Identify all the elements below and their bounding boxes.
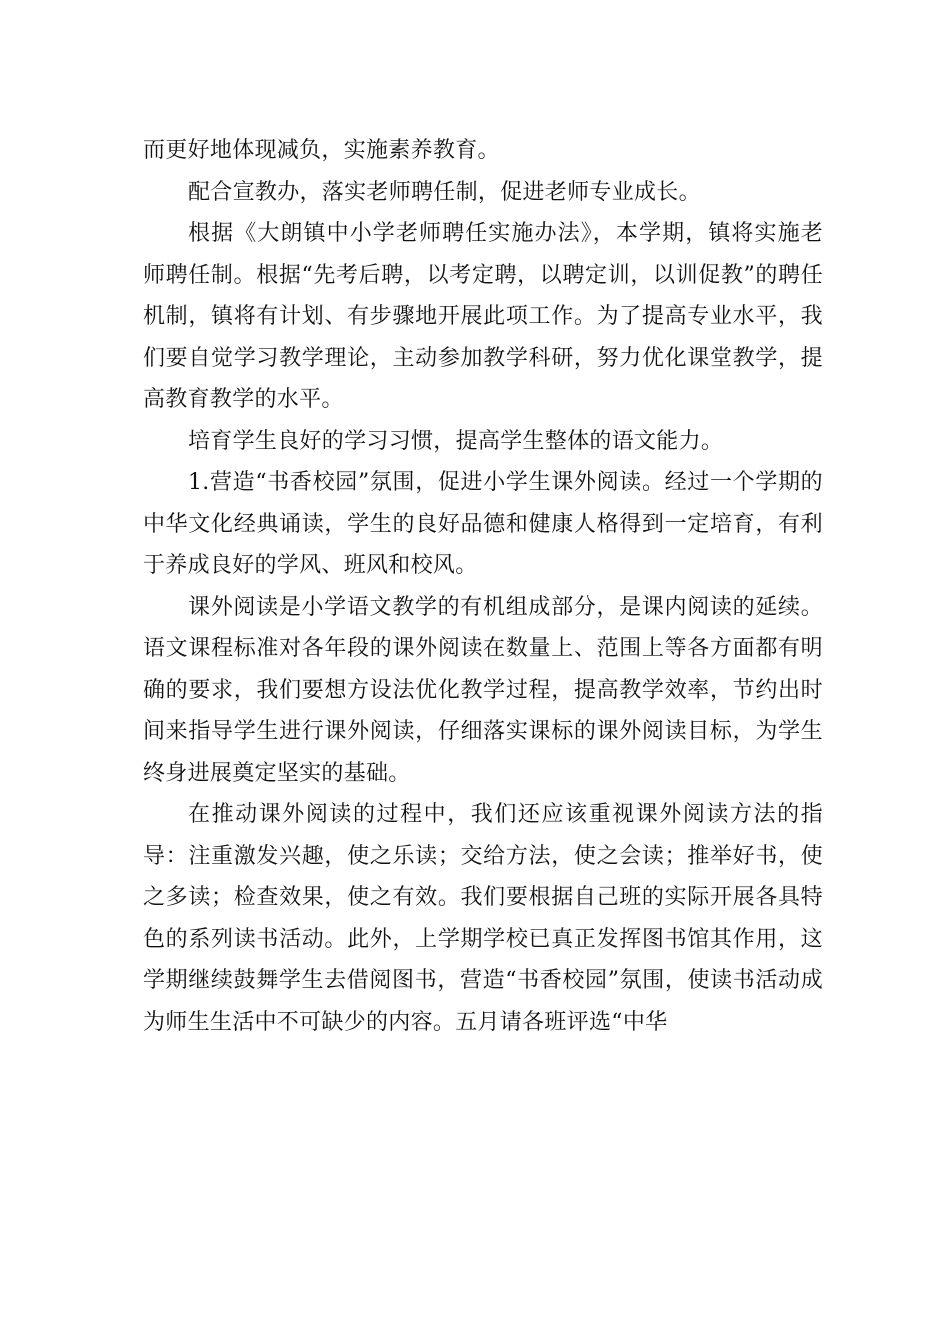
paragraph-7: 在推动课外阅读的过程中，我们还应该重视课外阅读方法的指导：注重激发兴趣，使之乐读；交给方法，使之会读；推举好书，使之多读；检查效果，使之有效。我们要根据自己班的实际开展各具特色的系列读书活动。此外，上学期学校已真正发挥图书馆其作用，这学期继续鼓舞学生去借阅图书，营造“书香校园”氛围，使读书活动成为师生生活中不可缺少的内容。五月请各班评选“中华 (143, 802, 823, 1035)
paragraph-6: 课外阅读是小学语文教学的有机组成部分，是课内阅读的延续。语文课程标准对各年段的课外阅读在数量上、范围上等各方面都有明确的要求，我们要想方设法优化教学过程，提高教学效率，节约出时间来指导学生进行课外阅读，仔细落实课标的课外阅读目标，为学生终身进展奠定坚实的基础。 (143, 594, 823, 786)
paragraph-2: 配合宣教办，落实老师聘任制，促进老师专业成长。 (188, 179, 701, 205)
paragraph-1: 而更好地体现减负，实施素养教育。 (143, 138, 500, 163)
paragraph-5: 1.营造“书香校园”氛围，促进小学生课外阅读。经过一个学期的中华文化经典诵读，学生的良好品德和健康人格得到一定培育，有利于养成良好的学风、班风和校风。 (143, 470, 823, 578)
paragraph-3: 根据《大朗镇中小学老师聘任实施办法》，本学期，镇将实施老师聘任制。根据“先考后聘，以考定聘，以聘定训，以训促教”的聘任机制，镇将有计划、有步骤地开展此项工作。为了提高专业水平，我们要自觉学习教学理论，主动参加教学科研，努力优化课堂教学，提高教育教学的水平。 (143, 221, 823, 412)
document-body (143, 130, 823, 1043)
paragraph-4: 培育学生良好的学习习惯，提高学生整体的语文能力。 (188, 428, 724, 454)
